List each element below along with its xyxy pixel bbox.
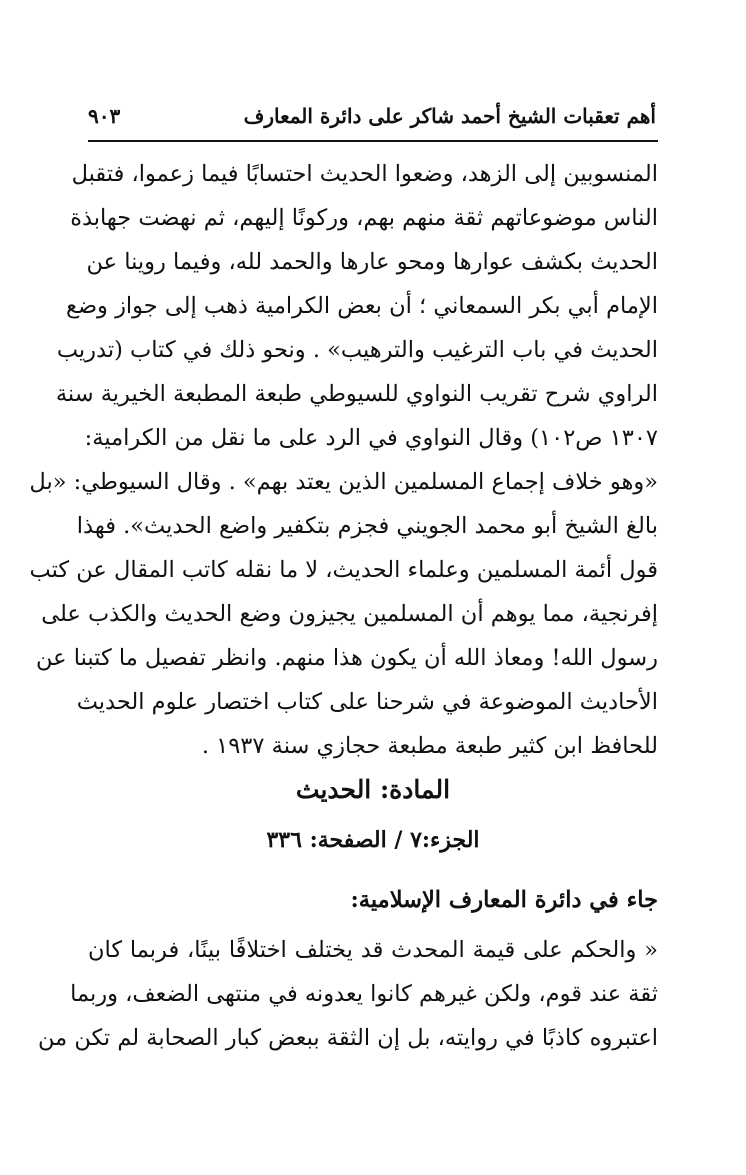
text-line: «وهو خلاف إجماع المسلمين الذين يعتد بهم» . وقال السيوطي: «بل: [29, 469, 658, 495]
subject-heading: المادة: الحديث: [295, 775, 451, 804]
page-number: ٩٠٣: [88, 104, 121, 128]
text-line: بالغ الشيخ أبو محمد الجويني فجزم بتكفير واضع الحديث». فهذا: [76, 513, 658, 539]
text-line: الراوي شرح تقريب النواوي للسيوطي طبعة المطبعة الخيرية سنة: [55, 381, 658, 407]
running-header: [88, 96, 656, 136]
text-line: ١٣٠٧ ص١٠٢) وقال النواوي في الرد على ما نقل من الكرامية:: [84, 425, 658, 451]
text-line: ثقة عند قوم، ولكن غيرهم كانوا يعدونه في منتهى الضعف، وربما: [70, 981, 658, 1007]
text-line: الحديث بكشف عوارها ومحو عارها والحمد لله، وفيما روينا عن: [86, 249, 658, 275]
text-line: قول أئمة المسلمين وعلماء الحديث، لا ما نقله كاتب المقال عن كتب: [29, 557, 658, 583]
running-title: أهم تعقبات الشيخ أحمد شاكر على دائرة المعارف: [243, 104, 656, 128]
text-line: « والحكم على قيمة المحدث قد يختلف اختلافًا بينًا، فربما كان: [88, 937, 658, 963]
text-line: اعتبروه كاذبًا في روايته، بل إن الثقة ببعض كبار الصحابة لم تكن من: [38, 1025, 658, 1051]
text-line: الإمام أبي بكر السمعاني ؛ أن بعض الكرامية ذهب إلى جواز وضع: [65, 293, 658, 319]
text-line: الناس موضوعاتهم ثقة منهم بهم، وركونًا إليهم، ثم نهضت جهابذة: [70, 205, 658, 231]
section-heading: جاء في دائرة المعارف الإسلامية:: [350, 887, 658, 913]
text-line: إفرنجية، مما يوهم أن المسلمين يجيزون وضع الحديث والكذب على: [41, 601, 658, 627]
text-line: الأحاديث الموضوعة في شرحنا على كتاب اختصار علوم الحديث: [76, 689, 658, 715]
text-line: المنسوبين إلى الزهد، وضعوا الحديث احتسابًا فيما زعموا، فتقبل: [71, 161, 658, 187]
text-line: رسول الله! ومعاذ الله أن يكون هذا منهم. وانظر تفصيل ما كتبنا عن: [36, 645, 658, 671]
volume-reference: الجزء:٧ / الصفحة: ٣٣٦: [266, 827, 480, 853]
text-line: للحافظ ابن كثير طبعة مطبعة حجازي سنة ١٩٣٧ .: [201, 733, 658, 759]
text-line: الحديث في باب الترغيب والترهيب» . ونحو ذلك في كتاب (تدريب: [56, 337, 658, 363]
header-rule: [88, 140, 658, 142]
